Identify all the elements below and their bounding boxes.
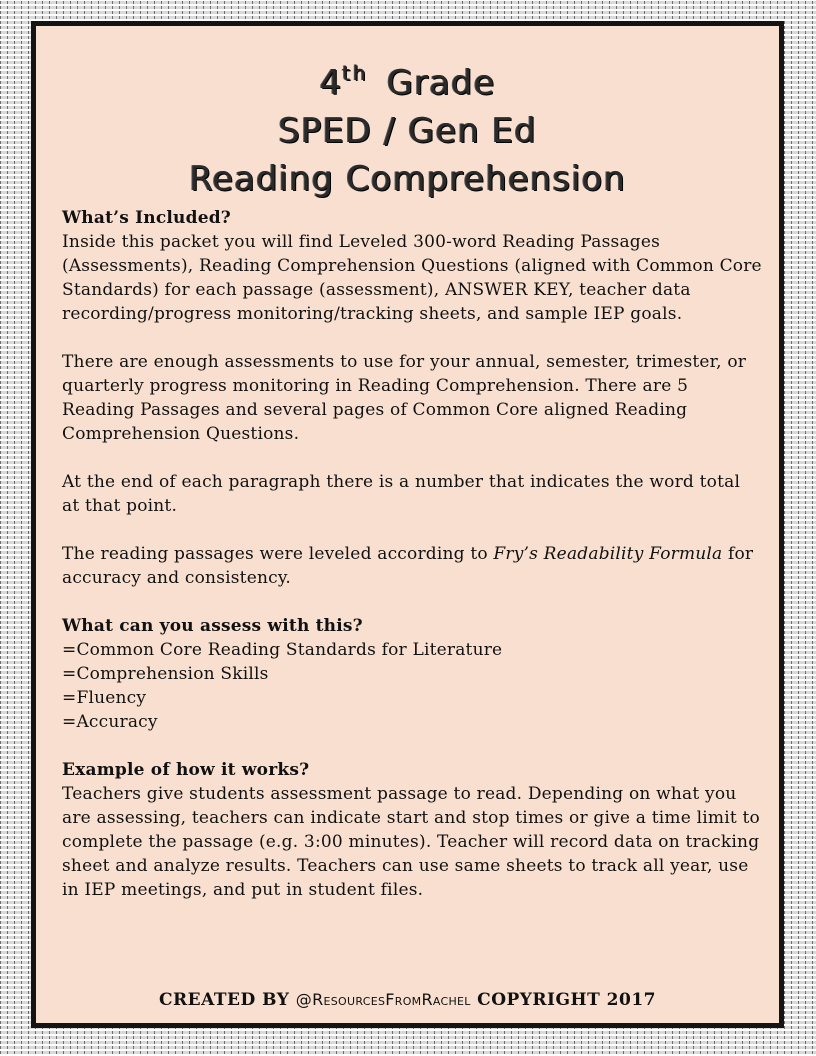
content-body [62, 206, 762, 902]
grade-number: 4 [319, 63, 343, 103]
title-sped-gen-ed: SPED / Gen Ed [278, 111, 537, 151]
frys-readability-formula: Fry’s Readability Formula [493, 544, 723, 564]
author-handle: @ResourcesFromRachel [295, 990, 471, 1009]
example-heading: Example of how it works? [62, 760, 310, 780]
created-by-label: CREATED BY [159, 990, 290, 1010]
assess-item: =Comprehension Skills [62, 664, 269, 684]
assess-item: =Fluency [62, 688, 147, 708]
grade-word: Grade [386, 63, 496, 103]
word-total-paragraph: At the end of each paragraph there is a number that indicates the word total at that point. [62, 472, 741, 516]
title-reading-comprehension: Reading Comprehension [189, 159, 626, 199]
assess-item: =Common Core Reading Standards for Literature [62, 640, 503, 660]
example-paragraph: Teachers give students assessment passage to read. Depending on what you are assessing, teachers can indicate start and stop times or give a time limit to complete the passage (e.g. 3:00 minutes). Teacher will record data on tracking sheet and analyze results. Teachers can use same sheets to track all year, use in IEP meetings, and put in student files. [62, 784, 760, 900]
title-grade [36, 49, 779, 107]
whats-included-heading: What’s Included? [62, 208, 231, 228]
leveled-text-before: The reading passages were leveled according to [62, 544, 494, 564]
copyright-label: COPYRIGHT 2017 [477, 990, 656, 1010]
title-block [36, 49, 779, 203]
footer-credit [36, 990, 779, 1010]
leveled-paragraph [62, 542, 762, 590]
leveled-text-after: for accuracy and consistency. [62, 544, 754, 588]
document-page [31, 21, 784, 1028]
whats-included-paragraph: Inside this packet you will find Leveled 300-word Reading Passages (Assessments), Reading Comprehension Questions (aligned with Common Core Standards) for each passage (assessment), ANSWER KEY, teacher data recording/progress monitoring/tracking sheets, and sample IEP goals. [62, 232, 762, 324]
grade-suffix: th [342, 61, 369, 85]
assess-item: =Accuracy [62, 712, 158, 732]
what-can-you-assess-heading: What can you assess with this? [62, 616, 363, 636]
assessments-paragraph: There are enough assessments to use for your annual, semester, trimester, or quarterly progress monitoring in Reading Comprehension. There are 5 Reading Passages and several pages of Common Core aligned Reading Comprehension Questions. [62, 352, 747, 444]
